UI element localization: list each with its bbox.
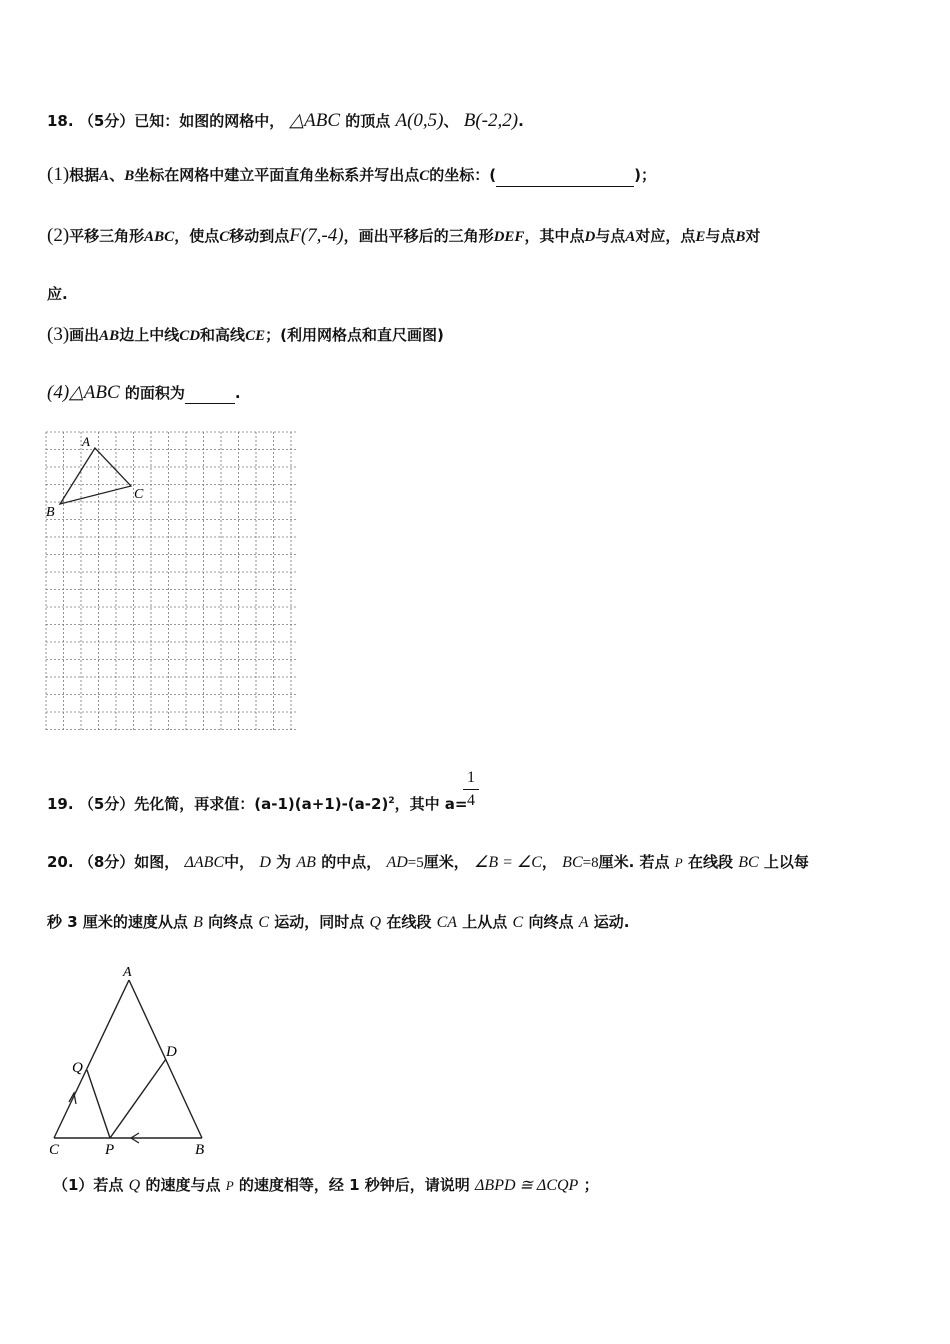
q20-text: 中， xyxy=(224,853,255,871)
q18-point-b: B(-2,2) xyxy=(463,110,519,131)
q20-eq5: =5 xyxy=(407,855,424,871)
q18-vertex-text: 的顶点 xyxy=(345,112,391,130)
q18-part2-text: ，使点 xyxy=(174,227,220,245)
q19-exponent: 2 xyxy=(388,796,395,806)
q18-part3-note: (利用网格点和直尺画图) xyxy=(280,326,444,344)
q18-part1-b: B xyxy=(124,168,135,184)
q19-fraction-denominator: 4 xyxy=(467,792,475,809)
q20-eq8: =8 xyxy=(582,855,599,871)
q18-part1-text: 、 xyxy=(109,166,125,184)
grid-label-b: B xyxy=(46,505,55,520)
q20-text: 运动，同时点 xyxy=(274,913,365,931)
q19-fraction-numerator: 1 xyxy=(467,769,475,786)
q18-part2-text: 与点 xyxy=(705,227,736,245)
q20-b: B xyxy=(193,914,203,931)
q20-bc: BC xyxy=(562,854,583,871)
q20-ad: AD xyxy=(386,854,408,871)
q18-stem xyxy=(47,110,524,132)
q18-part2-line2: 应. xyxy=(47,285,68,303)
q18-part2-e: E xyxy=(695,229,706,245)
q18-part3-label: (3) xyxy=(47,324,70,345)
q18-part3 xyxy=(47,324,444,347)
q18-part1-c: C xyxy=(419,168,430,184)
q18-part3-ab: AB xyxy=(99,328,120,344)
q18-part2-b: B xyxy=(735,229,746,245)
q18-part2-d: D xyxy=(584,229,596,245)
q19-stem xyxy=(47,790,468,815)
segment-qp xyxy=(87,1070,110,1138)
q19-fraction-bar xyxy=(463,789,479,790)
fig20-label-a: A xyxy=(123,965,132,980)
q20-triangle-figure xyxy=(40,960,220,1160)
q20-ab: AB xyxy=(296,854,316,871)
q18-part2-a: A xyxy=(625,229,636,245)
fig20-label-b: B xyxy=(195,1142,205,1158)
q20-text: 秒 3 厘米的速度从点 xyxy=(47,913,188,931)
q20-bc2: BC xyxy=(738,854,759,871)
q18-part1 xyxy=(47,164,656,187)
q20-text: 在线段 xyxy=(386,913,432,931)
q18-part2-cont xyxy=(47,283,68,305)
q20-text: ， xyxy=(541,853,557,871)
q20-p: P xyxy=(674,855,683,870)
fig20-label-p: P xyxy=(105,1142,115,1158)
q20-sub1-p: P xyxy=(225,1178,234,1193)
q20-text: 厘米， xyxy=(423,853,469,871)
q20-text: 向终点 xyxy=(208,913,254,931)
q18-point-a: A(0,5) xyxy=(395,110,444,131)
q20-triangle: ΔABC xyxy=(184,854,225,871)
q20-sub1-label: （1）若点 xyxy=(53,1176,124,1194)
q18-part1-a: A xyxy=(99,168,110,184)
q20-score: （8分） xyxy=(78,853,135,871)
fig20-label-q: Q xyxy=(72,1060,83,1076)
q20-c2: C xyxy=(512,914,524,931)
q18-triangle: △ABC xyxy=(289,110,340,131)
q18-part2-label: (2) xyxy=(47,225,70,246)
q18-part2-def: DEF xyxy=(493,229,525,245)
q18-part1-answer-blank[interactable] xyxy=(496,170,634,187)
q18-part3-text: 边上中线 xyxy=(119,326,180,344)
q20-angle: ∠B = ∠C xyxy=(473,854,542,871)
q18-part2-abc: ABC xyxy=(144,229,175,245)
q18-part2-text: 平移三角形 xyxy=(69,227,145,245)
q19-score: （5分） xyxy=(78,795,135,813)
q18-part2-text: ，画出平移后的三角形 xyxy=(343,227,494,245)
q20-sub1-end: ； xyxy=(583,1176,599,1194)
q18-part1-text: 坐标在网格中建立平面直角坐标系并写出点 xyxy=(134,166,420,184)
q18-part2-text: 移动到点 xyxy=(229,227,290,245)
q20-text: 在线段 xyxy=(687,853,733,871)
q18-grid-figure xyxy=(38,428,300,734)
q18-score: （5分） xyxy=(78,112,135,130)
q20-text: 的中点， xyxy=(321,853,382,871)
q18-end: . xyxy=(518,112,524,130)
q18-part3-text: 画出 xyxy=(69,326,100,344)
q18-part2 xyxy=(47,225,760,248)
grid-label-a: A xyxy=(82,434,90,449)
q18-number: 18. xyxy=(47,112,74,130)
q20-text: 如图， xyxy=(134,853,180,871)
grid-lines xyxy=(46,432,296,730)
q20-text: 厘米. 若点 xyxy=(598,853,670,871)
q20-a: A xyxy=(578,914,589,931)
q18-part2-text: 与点 xyxy=(595,227,626,245)
q20-text: 上从点 xyxy=(462,913,508,931)
q20-sub1-q: Q xyxy=(128,1177,141,1194)
q20-c: C xyxy=(258,914,270,931)
q20-sub1-text: 的速度与点 xyxy=(145,1176,221,1194)
q18-part2-c: C xyxy=(219,229,230,245)
q19-fraction xyxy=(463,769,479,810)
q18-part1-close: )； xyxy=(634,166,656,184)
q18-part1-text: 的坐标：( xyxy=(429,166,497,184)
q18-sep: 、 xyxy=(443,112,459,130)
q19-number: 19. xyxy=(47,795,74,813)
q18-part4-end: . xyxy=(234,384,241,402)
q18-part1-text: 根据 xyxy=(69,166,100,184)
q18-part3-text: 和高线 xyxy=(200,326,246,344)
q18-part2-text: 对应，点 xyxy=(635,227,696,245)
q18-part4-text: 的面积为 xyxy=(124,384,185,402)
q20-sub1-text: 的速度相等，经 1 秒钟后，请说明 xyxy=(238,1176,470,1194)
grid-label-c: C xyxy=(134,487,144,502)
q18-part2-text: ，其中点 xyxy=(524,227,585,245)
q18-part3-cd: CD xyxy=(179,328,201,344)
q20-number: 20. xyxy=(47,853,74,871)
triangle-abc xyxy=(60,448,131,504)
q20-stem-line2 xyxy=(47,911,629,934)
q20-text: 上以每 xyxy=(763,853,809,871)
q20-sub1 xyxy=(53,1174,599,1197)
q18-part4-answer-blank[interactable] xyxy=(185,387,235,404)
q20-sub1-congruence: ΔBPD ≅ ΔCQP xyxy=(475,1177,579,1194)
fig20-label-d: D xyxy=(166,1044,177,1060)
q18-part3-text: ； xyxy=(265,326,281,344)
q18-part2-point-f: F(7,-4) xyxy=(289,225,344,246)
q20-q: Q xyxy=(369,914,382,931)
q20-stem xyxy=(47,851,809,874)
q20-d: D xyxy=(259,854,271,871)
q20-text: 为 xyxy=(276,853,292,871)
q18-part3-ce: CE xyxy=(245,328,266,344)
fig20-label-c: C xyxy=(49,1142,60,1158)
q18-part2-text: 对 xyxy=(745,227,761,245)
segment-pd xyxy=(110,1059,166,1138)
segment-ca xyxy=(54,980,129,1138)
q20-text: 运动. xyxy=(593,913,630,931)
q18-intro: 已知：如图的网格中， xyxy=(134,112,285,130)
q18-part4-label: (4)△ABC xyxy=(47,382,120,403)
q20-ca: CA xyxy=(436,914,458,931)
q18-part1-label: (1) xyxy=(47,164,70,185)
q18-part4 xyxy=(47,382,241,404)
q19-text: 先化简，再求值：(a-1)(a+1)-(a-2) xyxy=(134,795,389,813)
q19-text2: ，其中 a= xyxy=(394,795,468,813)
q20-text: 向终点 xyxy=(528,913,574,931)
